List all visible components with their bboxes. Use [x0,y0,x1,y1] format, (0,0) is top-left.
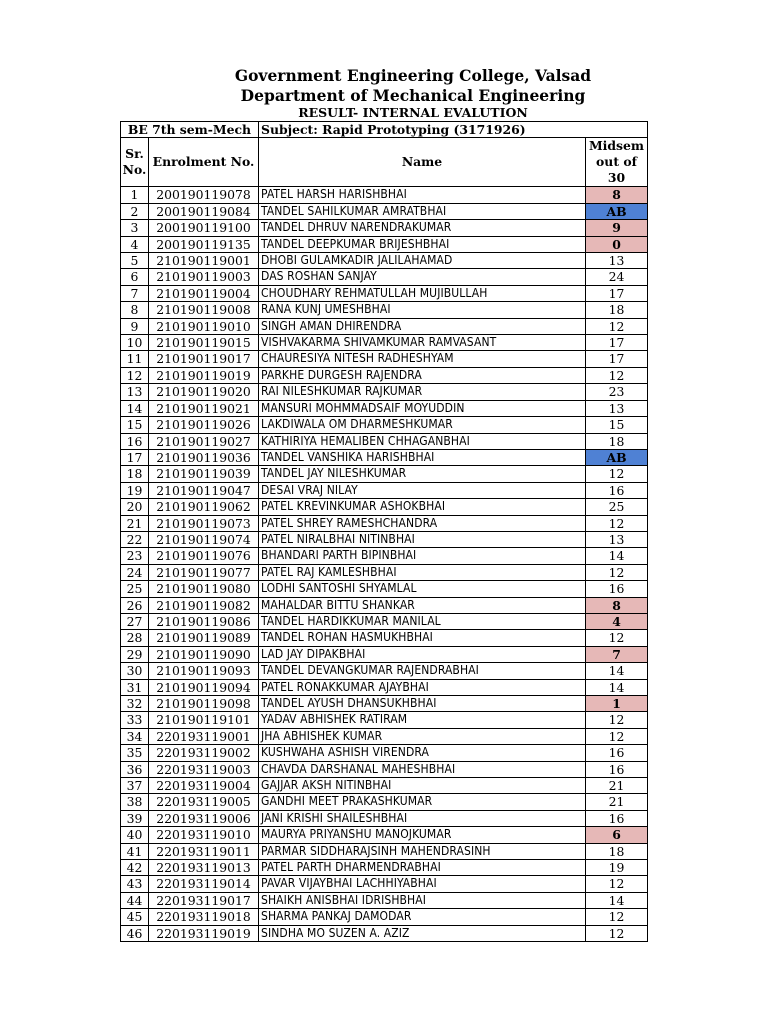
name-cell: DHOBI GULAMKADIR JALILAHAMAD [259,253,586,269]
midsem-cell: 16 [586,761,648,777]
midsem-cell: 16 [586,745,648,761]
table-row [121,892,648,908]
table-row [121,253,648,269]
midsem-cell: 17 [586,285,648,301]
midsem-cell: 12 [586,925,648,941]
sr-cell: 11 [121,351,149,367]
midsem-cell: AB [586,203,648,219]
sr-cell: 20 [121,499,149,515]
enrolment-cell: 210190119080 [149,581,259,597]
midsem-cell: 1 [586,696,648,712]
table-row [121,335,648,351]
table-row [121,433,648,449]
table-row [121,548,648,564]
enrolment-cell: 220193119010 [149,827,259,843]
col-header-sr: Sr. No. [121,138,149,187]
table-row [121,843,648,859]
table-row [121,269,648,285]
midsem-cell: 0 [586,236,648,252]
midsem-cell: 14 [586,548,648,564]
midsem-cell: 13 [586,531,648,547]
sr-cell: 19 [121,482,149,498]
name-cell: TANDEL VANSHIKA HARISHBHAI [259,449,586,465]
sr-cell: 29 [121,646,149,662]
sr-cell: 21 [121,515,149,531]
result-table [120,121,648,942]
sr-cell: 26 [121,597,149,613]
sr-cell: 6 [121,269,149,285]
col-header-enrolment: Enrolment No. [149,138,259,187]
sr-cell: 45 [121,909,149,925]
subheader-row [121,122,648,138]
sr-cell: 22 [121,531,149,547]
midsem-cell: 18 [586,302,648,318]
sr-cell: 23 [121,548,149,564]
name-cell: LAKDIWALA OM DHARMESHKUMAR [259,417,586,433]
enrolment-cell: 220193119006 [149,810,259,826]
enrolment-cell: 210190119021 [149,400,259,416]
table-row [121,810,648,826]
enrolment-cell: 200190119084 [149,203,259,219]
enrolment-cell: 210190119026 [149,417,259,433]
department-title: Department of Mechanical Engineering [240,86,586,105]
enrolment-cell: 220193119005 [149,794,259,810]
midsem-cell: 13 [586,400,648,416]
midsem-cell: AB [586,449,648,465]
result-title: RESULT- INTERNAL EVALUTION [298,105,528,120]
enrolment-cell: 210190119047 [149,482,259,498]
enrolment-cell: 210190119090 [149,646,259,662]
column-header-row [121,138,648,187]
table-row [121,745,648,761]
table-row [121,761,648,777]
enrolment-cell: 210190119086 [149,613,259,629]
enrolment-cell: 210190119019 [149,367,259,383]
name-cell: CHAVDA DARSHANAL MAHESHBHAI [259,761,586,777]
midsem-cell: 12 [586,318,648,334]
table-row [121,679,648,695]
table-row [121,417,648,433]
enrolment-cell: 210190119004 [149,285,259,301]
midsem-cell: 4 [586,613,648,629]
sr-cell: 34 [121,728,149,744]
name-cell: PATEL HARSH HARISHBHAI [259,187,586,203]
name-cell: GAJJAR AKSH NITINBHAI [259,778,586,794]
enrolment-cell: 210190119015 [149,335,259,351]
enrolment-cell: 210190119073 [149,515,259,531]
sr-cell: 46 [121,925,149,941]
midsem-cell: 8 [586,187,648,203]
enrolment-cell: 210190119093 [149,663,259,679]
enrolment-cell: 210190119062 [149,499,259,515]
table-row [121,203,648,219]
sr-cell: 36 [121,761,149,777]
sr-cell: 41 [121,843,149,859]
midsem-cell: 19 [586,860,648,876]
table-row [121,909,648,925]
midsem-cell: 9 [586,220,648,236]
name-cell: TANDEL ROHAN HASMUKHBHAI [259,630,586,646]
sr-cell: 14 [121,400,149,416]
table-row [121,712,648,728]
midsem-cell: 12 [586,876,648,892]
table-row [121,499,648,515]
name-cell: GANDHI MEET PRAKASHKUMAR [259,794,586,810]
sr-cell: 43 [121,876,149,892]
table-row [121,728,648,744]
midsem-cell: 16 [586,581,648,597]
enrolment-cell: 210190119077 [149,564,259,580]
sr-cell: 10 [121,335,149,351]
sr-cell: 38 [121,794,149,810]
table-row [121,351,648,367]
table-row [121,220,648,236]
enrolment-cell: 220193119014 [149,876,259,892]
name-cell: MANSURI MOHMMADSAIF MOYUDDIN [259,400,586,416]
name-cell: SHAIKH ANISBHAI IDRISHBHAI [259,892,586,908]
enrolment-cell: 210190119074 [149,531,259,547]
name-cell: PATEL PARTH DHARMENDRABHAI [259,860,586,876]
enrolment-cell: 210190119020 [149,384,259,400]
name-cell: KATHIRIYA HEMALIBEN CHHAGANBHAI [259,433,586,449]
enrolment-cell: 210190119036 [149,449,259,465]
sr-cell: 1 [121,187,149,203]
class-label: BE 7th sem-Mech [121,122,259,138]
midsem-cell: 17 [586,335,648,351]
sr-cell: 35 [121,745,149,761]
table-row [121,367,648,383]
name-cell: PATEL RAJ KAMLESHBHAI [259,564,586,580]
name-cell: TANDEL SAHILKUMAR AMRATBHAI [259,203,586,219]
table-row [121,302,648,318]
name-cell: PAVAR VIJAYBHAI LACHHIYABHAI [259,876,586,892]
midsem-cell: 17 [586,351,648,367]
enrolment-cell: 210190119027 [149,433,259,449]
col-header-midsem: Midsem out of 30 [586,138,648,187]
table-row [121,778,648,794]
table-row [121,925,648,941]
table-row [121,630,648,646]
name-cell: KUSHWAHA ASHISH VIRENDRA [259,745,586,761]
name-cell: TANDEL JAY NILESHKUMAR [259,466,586,482]
sr-cell: 18 [121,466,149,482]
name-cell: BHANDARI PARTH BIPINBHAI [259,548,586,564]
midsem-cell: 24 [586,269,648,285]
college-title: Government Engineering College, Valsad [234,66,592,85]
name-cell: PATEL RONAKKUMAR AJAYBHAI [259,679,586,695]
enrolment-cell: 220193119017 [149,892,259,908]
enrolment-cell: 210190119101 [149,712,259,728]
sr-cell: 9 [121,318,149,334]
enrolment-cell: 210190119098 [149,696,259,712]
sr-cell: 25 [121,581,149,597]
table-row [121,613,648,629]
enrolment-cell: 220193119001 [149,728,259,744]
name-cell: RANA KUNJ UMESHBHAI [259,302,586,318]
sr-cell: 33 [121,712,149,728]
sr-cell: 12 [121,367,149,383]
midsem-cell: 12 [586,630,648,646]
sr-cell: 4 [121,236,149,252]
sr-cell: 30 [121,663,149,679]
table-row [121,400,648,416]
name-cell: TANDEL AYUSH DHANSUKHBHAI [259,696,586,712]
midsem-cell: 7 [586,646,648,662]
enrolment-cell: 200190119135 [149,236,259,252]
sr-cell: 24 [121,564,149,580]
table-row [121,187,648,203]
midsem-cell: 12 [586,909,648,925]
table-row [121,482,648,498]
table-row [121,876,648,892]
table-row [121,318,648,334]
enrolment-cell: 210190119017 [149,351,259,367]
table-row [121,827,648,843]
table-row [121,384,648,400]
table-row [121,564,648,580]
midsem-cell: 12 [586,712,648,728]
table-row [121,794,648,810]
midsem-cell: 12 [586,728,648,744]
sr-cell: 5 [121,253,149,269]
sr-cell: 39 [121,810,149,826]
name-cell: MAURYA PRIYANSHU MANOJKUMAR [259,827,586,843]
enrolment-cell: 210190119003 [149,269,259,285]
sr-cell: 44 [121,892,149,908]
name-cell: RAI NILESHKUMAR RAJKUMAR [259,384,586,400]
name-cell: SINDHA MO SUZEN A. AZIZ [259,925,586,941]
name-cell: PARMAR SIDDHARAJSINH MAHENDRASINH [259,843,586,859]
name-cell: TANDEL HARDIKKUMAR MANILAL [259,613,586,629]
name-cell: CHOUDHARY REHMATULLAH MUJIBULLAH [259,285,586,301]
enrolment-cell: 220193119019 [149,925,259,941]
midsem-cell: 14 [586,892,648,908]
sr-cell: 7 [121,285,149,301]
name-cell: MAHALDAR BITTU SHANKAR [259,597,586,613]
name-cell: TANDEL DEVANGKUMAR RAJENDRABHAI [259,663,586,679]
name-cell: DAS ROSHAN SANJAY [259,269,586,285]
table-row [121,597,648,613]
midsem-cell: 25 [586,499,648,515]
sr-cell: 31 [121,679,149,695]
table-row [121,285,648,301]
table-row [121,531,648,547]
enrolment-cell: 210190119089 [149,630,259,646]
table-row [121,236,648,252]
table-row [121,581,648,597]
enrolment-cell: 200190119078 [149,187,259,203]
midsem-cell: 16 [586,810,648,826]
enrolment-cell: 220193119004 [149,778,259,794]
table-row [121,696,648,712]
sr-cell: 40 [121,827,149,843]
name-cell: LODHI SANTOSHI SHYAMLAL [259,581,586,597]
name-cell: PATEL KREVINKUMAR ASHOKBHAI [259,499,586,515]
sr-cell: 13 [121,384,149,400]
sr-cell: 37 [121,778,149,794]
name-cell: PATEL SHREY RAMESHCHANDRA [259,515,586,531]
enrolment-cell: 220193119013 [149,860,259,876]
name-cell: DESAI VRAJ NILAY [259,482,586,498]
table-row [121,860,648,876]
midsem-cell: 8 [586,597,648,613]
name-cell: PATEL NIRALBHAI NITINBHAI [259,531,586,547]
col-header-name: Name [259,138,586,187]
midsem-cell: 6 [586,827,648,843]
midsem-cell: 16 [586,482,648,498]
name-cell: YADAV ABHISHEK RATIRAM [259,712,586,728]
enrolment-cell: 220193119003 [149,761,259,777]
sr-cell: 27 [121,613,149,629]
midsem-cell: 18 [586,433,648,449]
table-row [121,449,648,465]
sr-cell: 2 [121,203,149,219]
name-cell: LAD JAY DIPAKBHAI [259,646,586,662]
midsem-cell: 12 [586,564,648,580]
enrolment-cell: 220193119002 [149,745,259,761]
sr-cell: 3 [121,220,149,236]
name-cell: JANI KRISHI SHAILESHBHAI [259,810,586,826]
name-cell: CHAURESIYA NITESH RADHESHYAM [259,351,586,367]
sr-cell: 8 [121,302,149,318]
midsem-cell: 13 [586,253,648,269]
name-cell: SINGH AMAN DHIRENDRA [259,318,586,334]
enrolment-cell: 210190119010 [149,318,259,334]
enrolment-cell: 220193119011 [149,843,259,859]
sr-cell: 17 [121,449,149,465]
enrolment-cell: 210190119082 [149,597,259,613]
name-cell: JHA ABHISHEK KUMAR [259,728,586,744]
name-cell: PARKHE DURGESH RAJENDRA [259,367,586,383]
table-row [121,515,648,531]
midsem-cell: 12 [586,466,648,482]
name-cell: VISHVAKARMA SHIVAMKUMAR RAMVASANT [259,335,586,351]
name-cell: TANDEL DEEPKUMAR BRIJESHBHAI [259,236,586,252]
midsem-cell: 21 [586,778,648,794]
name-cell: TANDEL DHRUV NARENDRAKUMAR [259,220,586,236]
sr-cell: 32 [121,696,149,712]
enrolment-cell: 210190119008 [149,302,259,318]
sr-cell: 28 [121,630,149,646]
table-row [121,646,648,662]
enrolment-cell: 220193119018 [149,909,259,925]
table-row [121,466,648,482]
midsem-cell: 12 [586,515,648,531]
sr-cell: 16 [121,433,149,449]
midsem-cell: 23 [586,384,648,400]
enrolment-cell: 210190119001 [149,253,259,269]
midsem-cell: 21 [586,794,648,810]
sr-cell: 42 [121,860,149,876]
sr-cell: 15 [121,417,149,433]
table-row [121,663,648,679]
midsem-cell: 14 [586,663,648,679]
enrolment-cell: 200190119100 [149,220,259,236]
enrolment-cell: 210190119039 [149,466,259,482]
midsem-cell: 12 [586,367,648,383]
enrolment-cell: 210190119094 [149,679,259,695]
subject-label: Subject: Rapid Prototyping (3171926) [259,122,648,138]
midsem-cell: 15 [586,417,648,433]
name-cell: SHARMA PANKAJ DAMODAR [259,909,586,925]
midsem-cell: 14 [586,679,648,695]
enrolment-cell: 210190119076 [149,548,259,564]
midsem-cell: 18 [586,843,648,859]
